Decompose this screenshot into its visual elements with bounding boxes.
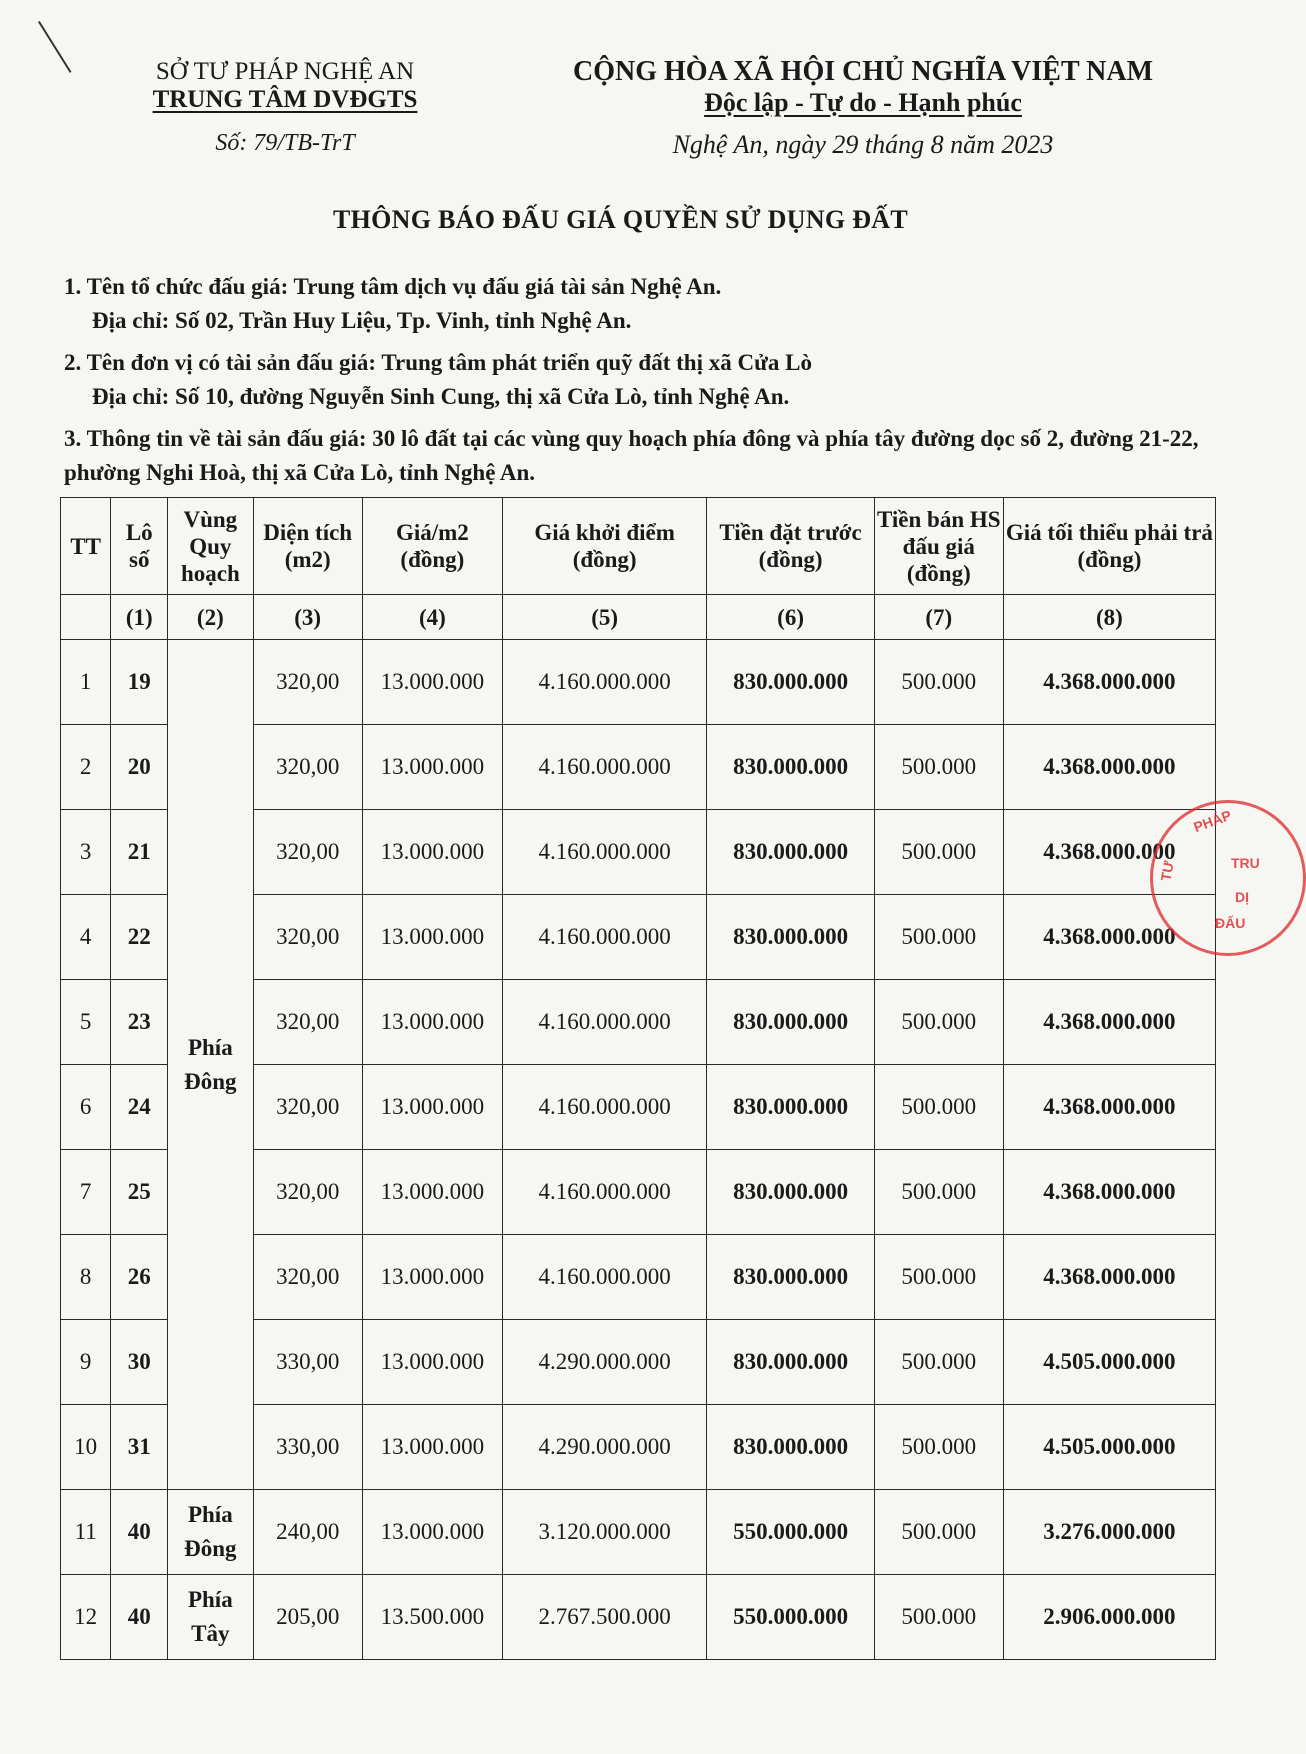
cell-fee: 500.000 <box>874 1150 1003 1235</box>
cell-area: 320,00 <box>253 980 362 1065</box>
issuing-organization: TRUNG TÂM DVĐGTS <box>152 86 418 113</box>
info-item-1-address: Địa chỉ: Số 02, Trần Huy Liệu, Tp. Vinh, tỉnh Nghệ An. <box>92 308 632 333</box>
stamp-text: DỊ <box>1235 889 1249 905</box>
col-header: Giá tối thiểu phải trả (đồng) <box>1003 498 1215 595</box>
cell-price-m2: 13.000.000 <box>362 640 502 725</box>
cell-start-price: 3.120.000.000 <box>502 1490 707 1575</box>
cell-fee: 500.000 <box>874 810 1003 895</box>
cell-tt: 10 <box>61 1405 111 1490</box>
cell-area: 320,00 <box>253 1150 362 1235</box>
col-header: TT <box>61 498 111 595</box>
cell-start-price: 2.767.500.000 <box>502 1575 707 1660</box>
cell-deposit: 830.000.000 <box>707 1065 874 1150</box>
stamp-text: ĐẤU <box>1215 915 1246 931</box>
stamp-text: TRU <box>1231 855 1260 871</box>
info-item-1: 1. Tên tổ chức đấu giá: Trung tâm dịch vụ đấu giá tài sản Nghệ An. <box>64 274 722 299</box>
cell-min-price: 4.368.000.000 <box>1003 640 1215 725</box>
cell-price-m2: 13.000.000 <box>362 895 502 980</box>
cell-lot: 26 <box>111 1235 168 1320</box>
cell-tt: 8 <box>61 1235 111 1320</box>
cell-deposit: 830.000.000 <box>707 810 874 895</box>
cell-min-price: 4.368.000.000 <box>1003 895 1215 980</box>
col-number: (5) <box>502 595 707 640</box>
auction-info <box>64 270 1224 490</box>
cell-fee: 500.000 <box>874 1490 1003 1575</box>
table-header-row <box>61 498 1216 595</box>
col-header: Giá/m2 (đồng) <box>362 498 502 595</box>
col-header: Lô số <box>111 498 168 595</box>
cell-price-m2: 13.000.000 <box>362 1490 502 1575</box>
pen-mark <box>38 21 71 73</box>
table-row <box>61 1490 1216 1575</box>
cell-deposit: 550.000.000 <box>707 1575 874 1660</box>
national-title: CỘNG HÒA XÃ HỘI CHỦ NGHĨA VIỆT NAM <box>572 56 1154 87</box>
auction-table <box>60 497 1216 1660</box>
issuing-authority: SỞ TƯ PHÁP NGHỆ AN <box>155 58 415 85</box>
cell-min-price: 4.368.000.000 <box>1003 725 1215 810</box>
cell-price-m2: 13.000.000 <box>362 1235 502 1320</box>
document-title: THÔNG BÁO ĐẤU GIÁ QUYỀN SỬ DỤNG ĐẤT <box>332 205 909 234</box>
cell-lot: 30 <box>111 1320 168 1405</box>
cell-min-price: 4.505.000.000 <box>1003 1320 1215 1405</box>
cell-zone: Phía Tây <box>168 1575 253 1660</box>
cell-lot: 40 <box>111 1490 168 1575</box>
cell-lot: 22 <box>111 895 168 980</box>
cell-price-m2: 13.000.000 <box>362 980 502 1065</box>
cell-start-price: 4.160.000.000 <box>502 895 707 980</box>
cell-deposit: 830.000.000 <box>707 1150 874 1235</box>
cell-min-price: 4.368.000.000 <box>1003 980 1215 1065</box>
cell-deposit: 830.000.000 <box>707 1320 874 1405</box>
cell-tt: 7 <box>61 1150 111 1235</box>
col-header: Diện tích (m2) <box>253 498 362 595</box>
cell-start-price: 4.160.000.000 <box>502 980 707 1065</box>
document-date: Nghệ An, ngày 29 tháng 8 năm 2023 <box>672 130 1054 159</box>
header-right <box>548 56 1178 160</box>
cell-fee: 500.000 <box>874 725 1003 810</box>
cell-tt: 1 <box>61 640 111 725</box>
cell-fee: 500.000 <box>874 1405 1003 1490</box>
cell-price-m2: 13.000.000 <box>362 1405 502 1490</box>
document-number: Số: 79/TB-TrT <box>215 130 355 156</box>
cell-start-price: 4.160.000.000 <box>502 1235 707 1320</box>
cell-tt: 9 <box>61 1320 111 1405</box>
cell-price-m2: 13.000.000 <box>362 810 502 895</box>
cell-zone: Phía Đông <box>168 1490 253 1575</box>
cell-area: 320,00 <box>253 1065 362 1150</box>
cell-deposit: 830.000.000 <box>707 1235 874 1320</box>
cell-area: 240,00 <box>253 1490 362 1575</box>
cell-lot: 31 <box>111 1405 168 1490</box>
cell-tt: 3 <box>61 810 111 895</box>
cell-price-m2: 13.000.000 <box>362 725 502 810</box>
cell-lot: 24 <box>111 1065 168 1150</box>
cell-start-price: 4.290.000.000 <box>502 1320 707 1405</box>
cell-fee: 500.000 <box>874 895 1003 980</box>
cell-tt: 11 <box>61 1490 111 1575</box>
stamp-text: TƯ <box>1157 859 1177 883</box>
cell-min-price: 4.368.000.000 <box>1003 810 1215 895</box>
cell-price-m2: 13.000.000 <box>362 1065 502 1150</box>
cell-area: 320,00 <box>253 895 362 980</box>
stamp-text: PHÁP <box>1191 806 1234 836</box>
cell-fee: 500.000 <box>874 640 1003 725</box>
table-row <box>61 1575 1216 1660</box>
cell-fee: 500.000 <box>874 1320 1003 1405</box>
cell-area: 320,00 <box>253 1235 362 1320</box>
col-number: (1) <box>111 595 168 640</box>
cell-tt: 2 <box>61 725 111 810</box>
col-number: (8) <box>1003 595 1215 640</box>
col-header: Vùng Quy hoạch <box>168 498 253 595</box>
table-body <box>61 640 1216 1660</box>
cell-min-price: 4.368.000.000 <box>1003 1150 1215 1235</box>
cell-area: 320,00 <box>253 810 362 895</box>
cell-tt: 4 <box>61 895 111 980</box>
info-item-3: 3. Thông tin về tài sản đấu giá: 30 lô đất tại các vùng quy hoạch phía đông và phía tây đường dọc số 2, đường 21-22, phường Nghi Hoà, thị xã Cửa Lò, tỉnh Nghệ An. <box>64 426 1199 485</box>
table-number-row <box>61 595 1216 640</box>
cell-deposit: 550.000.000 <box>707 1490 874 1575</box>
col-number: (6) <box>707 595 874 640</box>
cell-start-price: 4.160.000.000 <box>502 1150 707 1235</box>
cell-fee: 500.000 <box>874 980 1003 1065</box>
cell-lot: 25 <box>111 1150 168 1235</box>
cell-deposit: 830.000.000 <box>707 1405 874 1490</box>
cell-fee: 500.000 <box>874 1575 1003 1660</box>
cell-start-price: 4.160.000.000 <box>502 1065 707 1150</box>
info-item-2: 2. Tên đơn vị có tài sản đấu giá: Trung tâm phát triển quỹ đất thị xã Cửa Lò <box>64 350 812 375</box>
cell-lot: 40 <box>111 1575 168 1660</box>
col-number: (4) <box>362 595 502 640</box>
cell-min-price: 4.505.000.000 <box>1003 1405 1215 1490</box>
col-number <box>61 595 111 640</box>
col-header: Giá khởi điểm (đồng) <box>502 498 707 595</box>
cell-deposit: 830.000.000 <box>707 980 874 1065</box>
cell-lot: 21 <box>111 810 168 895</box>
cell-min-price: 2.906.000.000 <box>1003 1575 1215 1660</box>
cell-deposit: 830.000.000 <box>707 895 874 980</box>
cell-area: 330,00 <box>253 1405 362 1490</box>
cell-min-price: 4.368.000.000 <box>1003 1235 1215 1320</box>
header-left <box>120 58 450 157</box>
cell-min-price: 4.368.000.000 <box>1003 1065 1215 1150</box>
cell-start-price: 4.290.000.000 <box>502 1405 707 1490</box>
cell-lot: 20 <box>111 725 168 810</box>
cell-lot: 23 <box>111 980 168 1065</box>
col-number: (7) <box>874 595 1003 640</box>
cell-min-price: 3.276.000.000 <box>1003 1490 1215 1575</box>
cell-area: 205,00 <box>253 1575 362 1660</box>
cell-fee: 500.000 <box>874 1235 1003 1320</box>
col-number: (3) <box>253 595 362 640</box>
cell-price-m2: 13.000.000 <box>362 1150 502 1235</box>
red-seal-stamp <box>1150 800 1306 956</box>
cell-tt: 5 <box>61 980 111 1065</box>
cell-area: 320,00 <box>253 725 362 810</box>
cell-start-price: 4.160.000.000 <box>502 810 707 895</box>
cell-start-price: 4.160.000.000 <box>502 725 707 810</box>
col-header: Tiền đặt trước (đồng) <box>707 498 874 595</box>
table-row <box>61 640 1216 725</box>
cell-fee: 500.000 <box>874 1065 1003 1150</box>
col-number: (2) <box>168 595 253 640</box>
cell-deposit: 830.000.000 <box>707 725 874 810</box>
cell-zone: Phía Đông <box>168 640 253 1490</box>
cell-deposit: 830.000.000 <box>707 640 874 725</box>
cell-price-m2: 13.000.000 <box>362 1320 502 1405</box>
cell-area: 320,00 <box>253 640 362 725</box>
cell-area: 330,00 <box>253 1320 362 1405</box>
cell-lot: 19 <box>111 640 168 725</box>
col-header: Tiền bán HS đấu giá (đồng) <box>874 498 1003 595</box>
national-motto: Độc lập - Tự do - Hạnh phúc <box>704 88 1022 117</box>
info-item-2-address: Địa chỉ: Số 10, đường Nguyễn Sinh Cung, thị xã Cửa Lò, tỉnh Nghệ An. <box>92 384 790 409</box>
cell-tt: 6 <box>61 1065 111 1150</box>
cell-price-m2: 13.500.000 <box>362 1575 502 1660</box>
cell-start-price: 4.160.000.000 <box>502 640 707 725</box>
cell-tt: 12 <box>61 1575 111 1660</box>
